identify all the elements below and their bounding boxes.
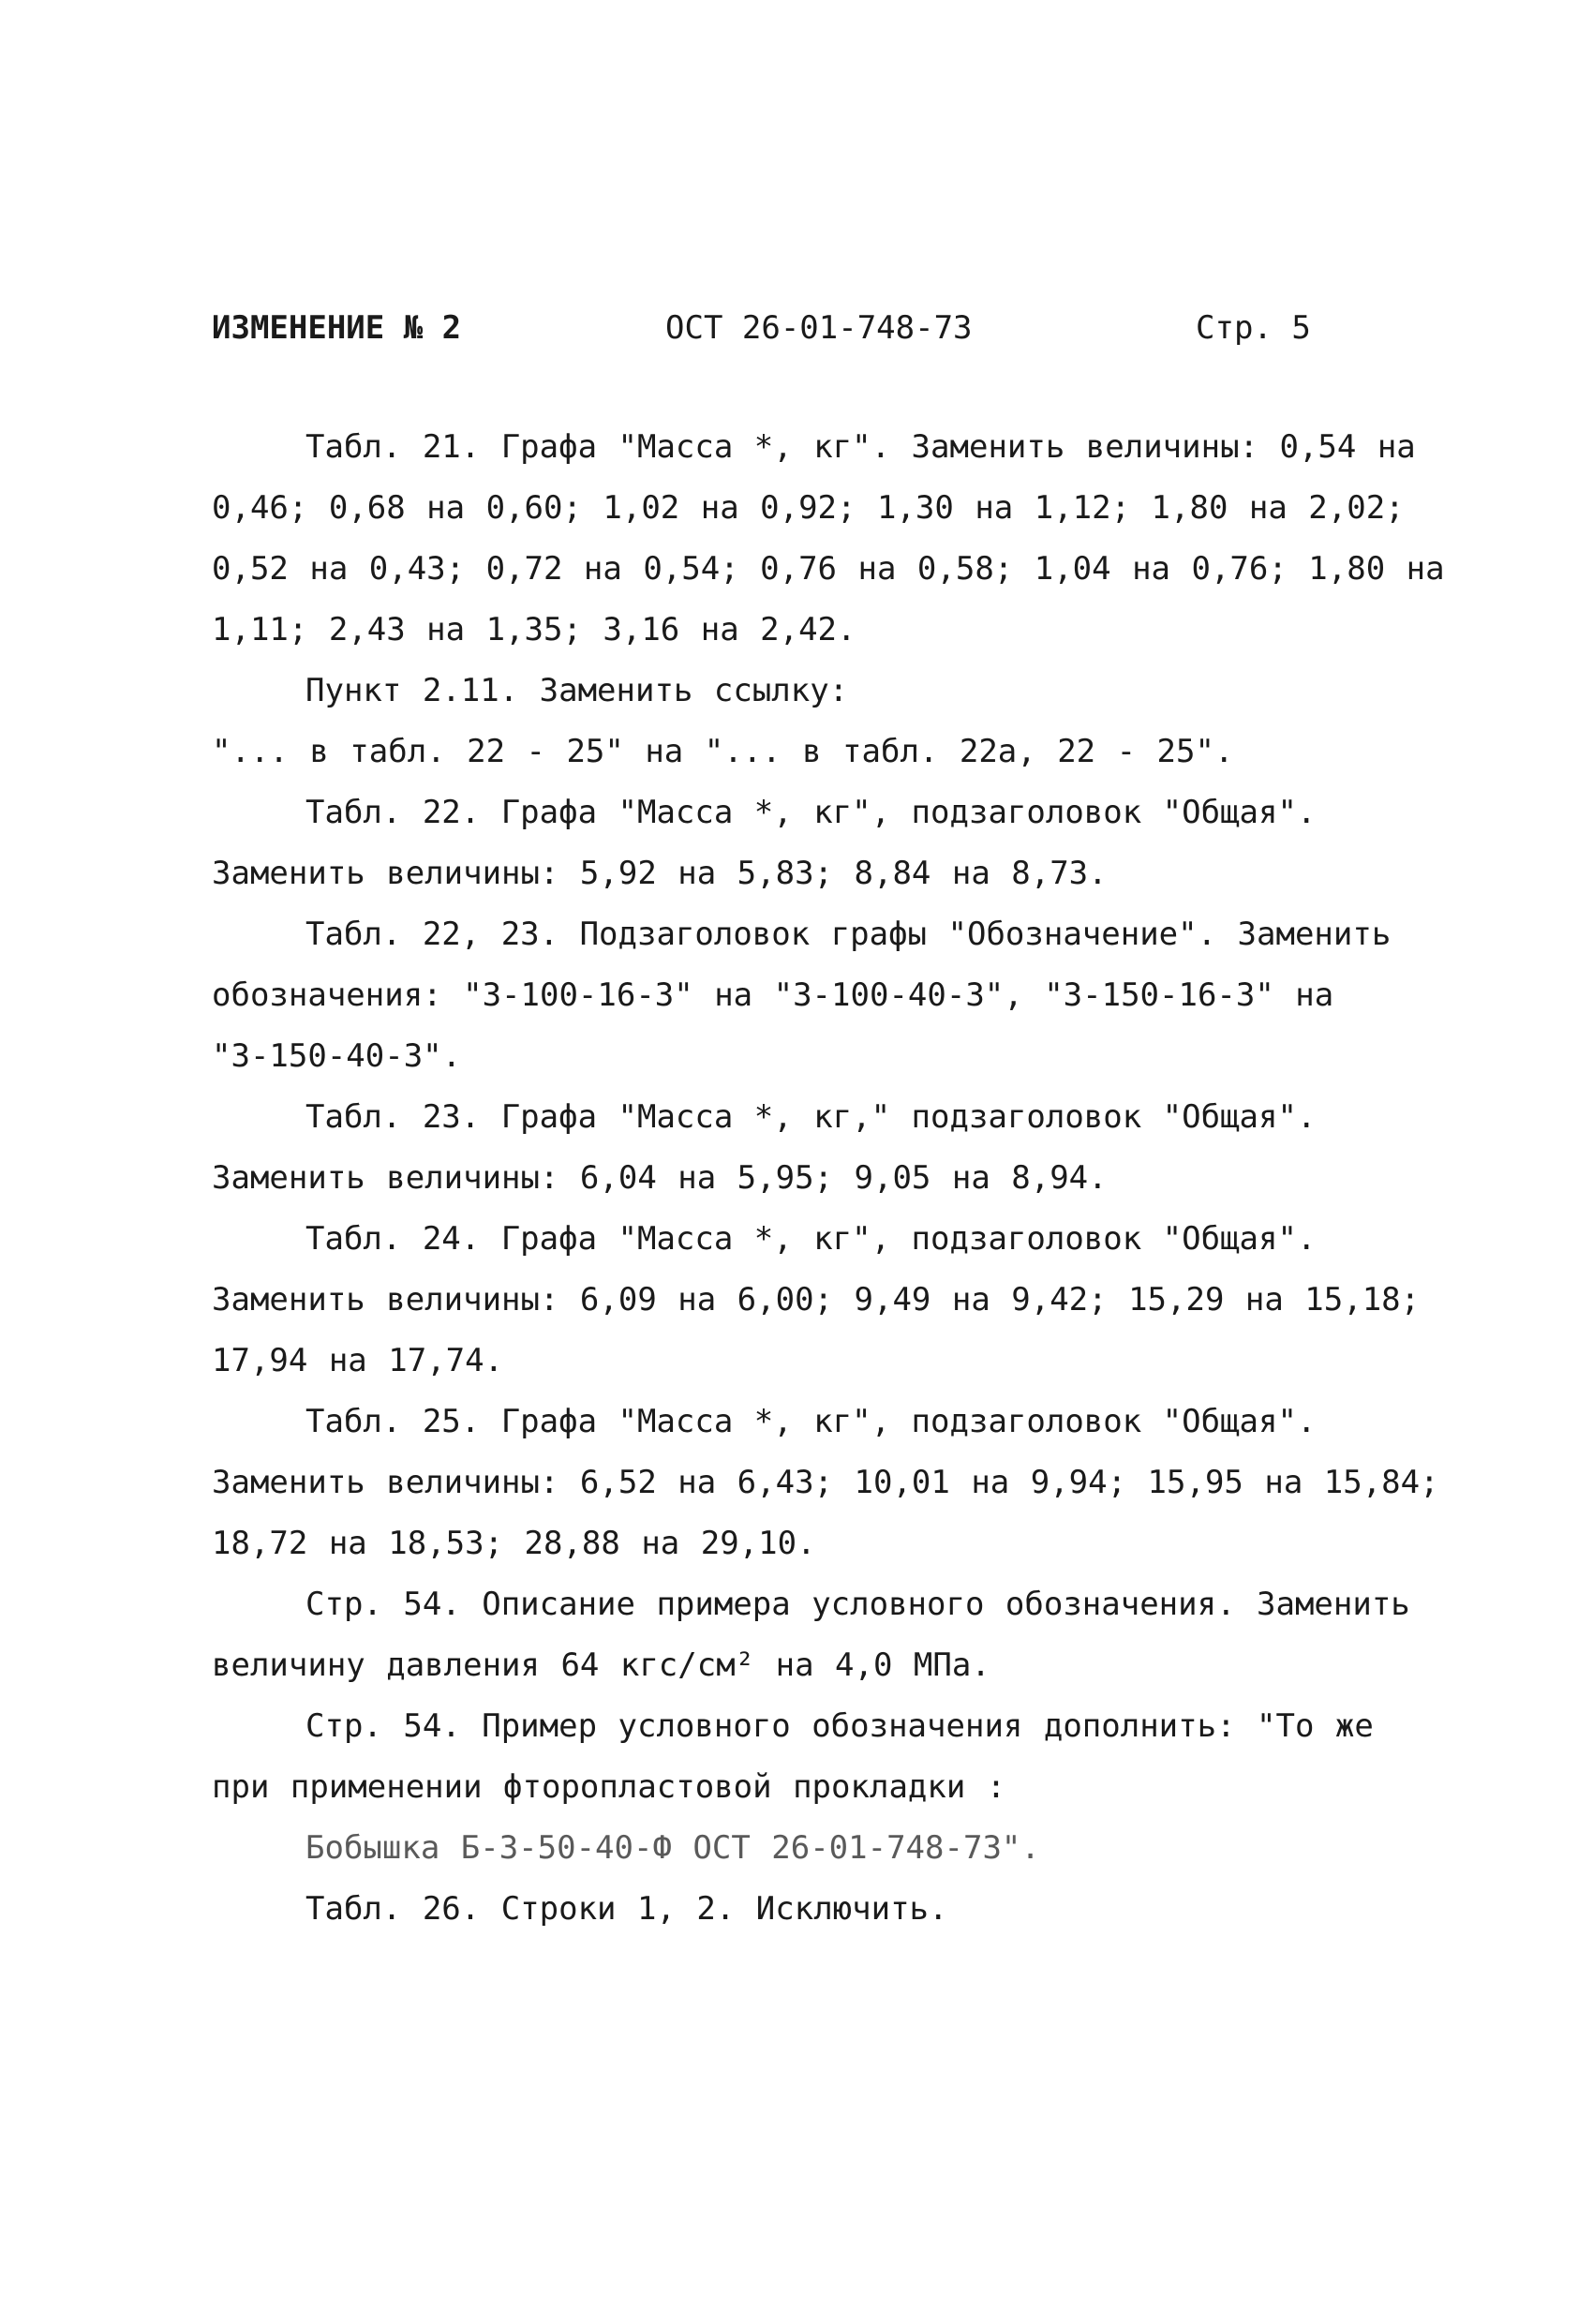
page-header	[212, 309, 1318, 356]
text-line: Стр. 54. Описание примера условного обозначения. Заменить	[305, 1586, 1410, 1623]
paragraph-clause-2-11	[212, 661, 1421, 722]
paragraph-table-25	[212, 1392, 1439, 1574]
text-line: Табл. 24. Графа "Масса *, кг", подзаголовок "Общая".	[305, 1220, 1317, 1258]
text-line: Табл. 22, 23. Подзаголовок графы "Обозначение". Заменить	[305, 916, 1392, 953]
text-line: Табл. 25. Графа "Масса *, кг", подзаголовок "Общая".	[305, 1403, 1317, 1440]
text-line: Бобышка Б-3-50-40-Ф ОСТ 26-01-748-73".	[305, 1829, 1040, 1867]
text-line: Стр. 54. Пример условного обозначения дополнить: "То же	[305, 1707, 1374, 1745]
change-number: ИЗМЕНЕНИЕ № 2	[212, 309, 462, 347]
standard-number: ОСТ 26-01-748-73	[665, 309, 973, 347]
page-number: Стр. 5	[1196, 309, 1311, 347]
paragraph-table-22	[212, 782, 1421, 904]
text-line: величину давления 64 кгс/см² на 4,0 МПа.	[212, 1646, 990, 1684]
text-line: "... в табл. 22 - 25" на "... в табл. 22а, 22 - 25".	[212, 733, 1234, 770]
text-line: 18,72 на 18,53; 28,88 на 29,10.	[212, 1525, 816, 1562]
paragraph-designation-example	[212, 1818, 1421, 1879]
text-line: Табл. 23. Графа "Масса *, кг," подзаголовок "Общая".	[305, 1098, 1317, 1136]
text-line: Заменить величины: 6,09 на 6,00; 9,49 на 9,42; 15,29 на 15,18;	[212, 1281, 1421, 1318]
text-line: Заменить величины: 6,04 на 5,95; 9,05 на 8,94.	[212, 1159, 1108, 1197]
text-line: "3-150-40-3".	[212, 1037, 462, 1075]
text-line: Табл. 26. Строки 1, 2. Исключить.	[305, 1890, 948, 1928]
paragraph-table-23	[212, 1087, 1421, 1209]
text-line: Табл. 22. Графа "Масса *, кг", подзаголовок "Общая".	[305, 794, 1317, 831]
text-line: Заменить величины: 6,52 на 6,43; 10,01 на 9,94; 15,95 на 15,84;	[212, 1464, 1439, 1501]
text-line: обозначения: "3-100-16-3" на "3-100-40-3", "3-150-16-3" на	[212, 976, 1334, 1014]
text-line: 1,11; 2,43 на 1,35; 3,16 на 2,42.	[212, 611, 856, 648]
text-line: Табл. 21. Графа "Масса *, кг". Заменить величины: 0,54 на	[305, 428, 1416, 466]
paragraph-reference	[212, 722, 1421, 782]
paragraph-table-24	[212, 1209, 1421, 1392]
text-line: при применении фторопластовой прокладки :	[212, 1768, 1006, 1806]
paragraph-page-54-example	[212, 1696, 1421, 1818]
text-line: 0,46; 0,68 на 0,60; 1,02 на 0,92; 1,30 на 1,12; 1,80 на 2,02;	[212, 489, 1405, 527]
paragraph-table-22-23	[212, 904, 1421, 1087]
text-line: Пункт 2.11. Заменить ссылку:	[305, 672, 849, 709]
text-line: 17,94 на 17,74.	[212, 1342, 504, 1379]
paragraph-table-26	[212, 1879, 1421, 1940]
document-body	[212, 417, 1445, 1940]
text-line: 0,52 на 0,43; 0,72 на 0,54; 0,76 на 0,58; 1,04 на 0,76; 1,80 на	[212, 550, 1445, 588]
paragraph-page-54-description	[212, 1574, 1421, 1696]
text-line: Заменить величины: 5,92 на 5,83; 8,84 на 8,73.	[212, 855, 1108, 892]
paragraph-table-21	[212, 417, 1445, 661]
